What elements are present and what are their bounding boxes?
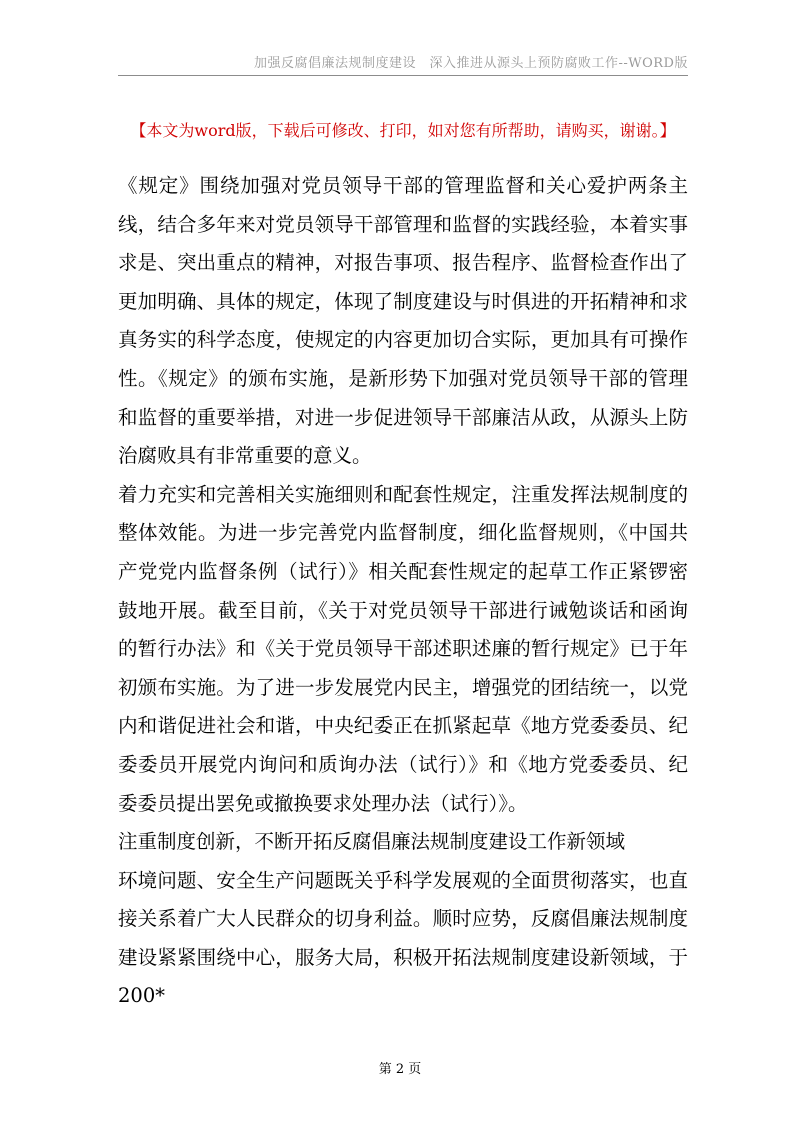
paragraph-3: 注重制度创新，不断开拓反腐倡廉法规制度建设工作新领域 [118,830,626,854]
purchase-notice: 【本文为word版，下载后可修改、打印，如对您有所帮助，请购买，谢谢。】 [130,121,676,140]
document-body [118,167,688,1016]
paragraph-1: 《规定》围绕加强对党员领导干部的管理监督和关心爱护两条主线，结合多年来对党员领导干部管理和监督的实践经验，本着实事求是、突出重点的精神，对报告事项、报告程序、监督检查作出了更加明确、具体的规定，体现了制度建设与时俱进的开拓精神和求真务实的科学态度，使规定的内容更加切合实际，更加具有可操作性。《规定》的颁布实施，是新形势下加强对党员领导干部的管理和监督的重要举措，对进一步促进领导干部廉洁从政，从源头上防治腐败具有非常重要的意义。 [118,174,688,468]
page-header: 加强反腐倡廉法规制度建设 深入推进从源头上预防腐败工作--WORD版 [253,56,688,71]
paragraph-4: 环境问题、安全生产问题既关乎科学发展观的全面贯彻落实，也直接关系着广大人民群众的切身利益。顺时应势，反腐倡廉法规制度建设紧紧围绕中心，服务大局，积极开拓法规制度建设新领域，于 200* [118,868,688,1008]
page-number: 第 2 页 [378,1062,422,1077]
header-rule [118,75,688,76]
paragraph-2: 着力充实和完善相关实施细则和配套性规定，注重发挥法规制度的整体效能。为进一步完善党内监督制度，细化监督规则，《中国共产党党内监督条例（试行）》相关配套性规定的起草工作正紧锣密鼓地开展。截至目前，《关于对党员领导干部进行诫勉谈话和函询的暂行办法》和《关于党员领导干部述职述廉的暂行规定》已于年初颁布实施。为了进一步发展党内民主，增强党的团结统一，以党内和谐促进社会和谐，中央纪委正在抓紧起草《地方党委委员、纪委委员开展党内询问和质询办法（试行）》和《地方党委委员、纪委委员提出罢免或撤换要求处理办法（试行）》。 [118,482,688,815]
